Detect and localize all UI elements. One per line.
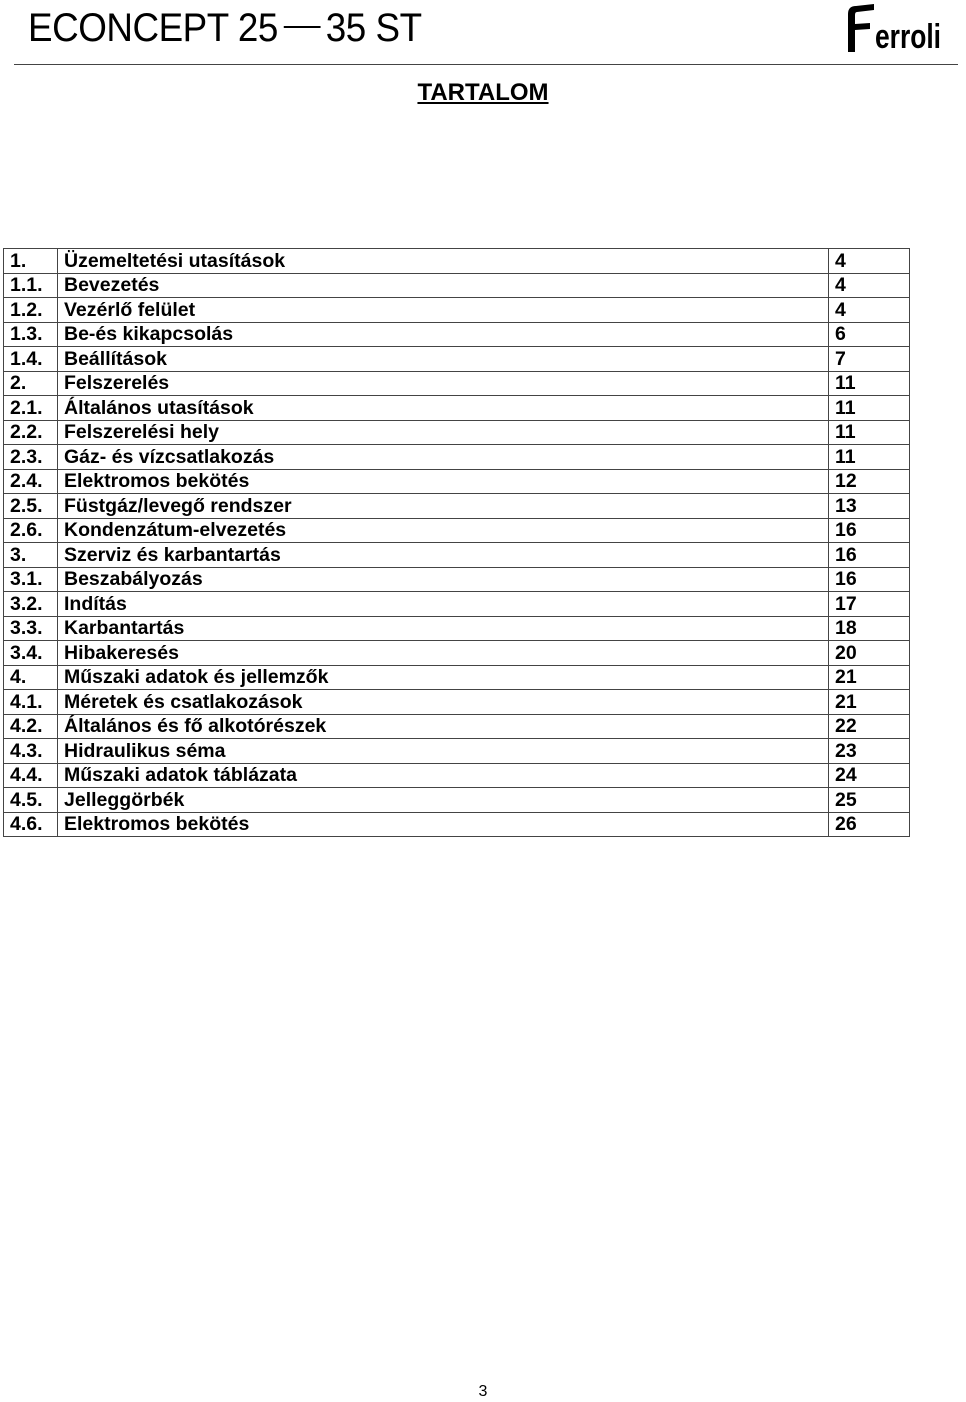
toc-section-title: Jelleggörbék: [58, 788, 829, 813]
toc-page-number: 11: [829, 445, 910, 470]
toc-row: [4, 543, 910, 568]
header-rule: [14, 64, 958, 65]
toc-row: [4, 347, 910, 372]
toc-section-title: Hidraulikus séma: [58, 739, 829, 764]
toc-page-number: 11: [829, 371, 910, 396]
toc-page-number: 22: [829, 714, 910, 739]
toc-section-number: 1.3.: [4, 322, 58, 347]
toc-section-title: Szerviz és karbantartás: [58, 543, 829, 568]
toc-row: [4, 273, 910, 298]
toc-row: [4, 763, 910, 788]
toc-page-number: 26: [829, 812, 910, 837]
toc-section-number: 2.5.: [4, 494, 58, 519]
toc-section-number: 2.: [4, 371, 58, 396]
toc-row: [4, 420, 910, 445]
toc-page-number: 6: [829, 322, 910, 347]
toc-section-title: Műszaki adatok és jellemzők: [58, 665, 829, 690]
toc-row: [4, 739, 910, 764]
toc-section-title: Méretek és csatlakozások: [58, 690, 829, 715]
toc-page-number: 25: [829, 788, 910, 813]
toc-page-number: 4: [829, 249, 910, 274]
toc-section-number: 1.: [4, 249, 58, 274]
toc-row: [4, 249, 910, 274]
toc-page-number: 16: [829, 567, 910, 592]
toc-section-number: 1.1.: [4, 273, 58, 298]
toc-section-title: Általános utasítások: [58, 396, 829, 421]
page-title: TARTALOM: [417, 79, 549, 106]
toc-page-number: 18: [829, 616, 910, 641]
page-header: [0, 0, 960, 66]
toc-section-number: 1.4.: [4, 347, 58, 372]
toc-section-title: Karbantartás: [58, 616, 829, 641]
toc-section-number: 3.3.: [4, 616, 58, 641]
toc-section-number: 2.2.: [4, 420, 58, 445]
toc-section-number: 3.4.: [4, 641, 58, 666]
toc-section-title: Füstgáz/levegő rendszer: [58, 494, 829, 519]
toc-section-number: 4.5.: [4, 788, 58, 813]
toc-page-number: 16: [829, 518, 910, 543]
toc-section-title: Üzemeltetési utasítások: [58, 249, 829, 274]
toc-section-number: 1.2.: [4, 298, 58, 323]
toc-section-number: 2.1.: [4, 396, 58, 421]
toc-section-title: Általános és fő alkotórészek: [58, 714, 829, 739]
toc-page-number: 7: [829, 347, 910, 372]
toc-page-number: 24: [829, 763, 910, 788]
toc-page-number: 12: [829, 469, 910, 494]
toc-section-number: 2.4.: [4, 469, 58, 494]
toc-section-title: Felszerelés: [58, 371, 829, 396]
toc-page-number: 17: [829, 592, 910, 617]
toc-row: [4, 714, 910, 739]
toc-section-title: Indítás: [58, 592, 829, 617]
toc-section-title: Beszabályozás: [58, 567, 829, 592]
toc-section-title: Elektromos bekötés: [58, 469, 829, 494]
toc-body: [4, 249, 910, 837]
toc-row: [4, 371, 910, 396]
product-title-part2: 35 ST: [325, 6, 422, 50]
toc-section-title: Be-és kikapcsolás: [58, 322, 829, 347]
toc-section-title: Bevezetés: [58, 273, 829, 298]
toc-page-number: 11: [829, 420, 910, 445]
toc-row: [4, 445, 910, 470]
toc-row: [4, 690, 910, 715]
toc-page-number: 11: [829, 396, 910, 421]
toc-section-number: 4.3.: [4, 739, 58, 764]
toc-row: [4, 322, 910, 347]
toc-row: [4, 616, 910, 641]
toc-table: [3, 248, 910, 837]
toc-section-title: Beállítások: [58, 347, 829, 372]
toc-section-title: Felszerelési hely: [58, 420, 829, 445]
toc-section-number: 4.: [4, 665, 58, 690]
toc-page-number: 21: [829, 690, 910, 715]
product-title-dash: [283, 26, 320, 28]
toc-page-number: 23: [829, 739, 910, 764]
toc-section-title: Hibakeresés: [58, 641, 829, 666]
toc-section-number: 4.4.: [4, 763, 58, 788]
toc-page-number: 4: [829, 298, 910, 323]
toc-section-title: Kondenzátum-elvezetés: [58, 518, 829, 543]
toc-row: [4, 298, 910, 323]
toc-section-number: 2.6.: [4, 518, 58, 543]
toc-section-title: Vezérlő felület: [58, 298, 829, 323]
toc-page-number: 16: [829, 543, 910, 568]
toc-section-number: 4.1.: [4, 690, 58, 715]
ferroli-logo-icon: [844, 2, 944, 54]
toc-page-number: 21: [829, 665, 910, 690]
toc-row: [4, 469, 910, 494]
toc-section-number: 3.1.: [4, 567, 58, 592]
product-title-part1: ECONCEPT 25: [28, 6, 278, 50]
toc-section-number: 3.: [4, 543, 58, 568]
toc-section-title: Elektromos bekötés: [58, 812, 829, 837]
toc-section-title: Gáz- és vízcsatlakozás: [58, 445, 829, 470]
toc-row: [4, 396, 910, 421]
toc-row: [4, 641, 910, 666]
toc-row: [4, 788, 910, 813]
toc-page-number: 20: [829, 641, 910, 666]
toc-row: [4, 567, 910, 592]
toc-page-number: 13: [829, 494, 910, 519]
page-number: 3: [478, 1383, 488, 1400]
product-title: [28, 6, 422, 50]
toc-section-number: 2.3.: [4, 445, 58, 470]
toc-row: [4, 592, 910, 617]
toc-row: [4, 665, 910, 690]
toc-section-number: 3.2.: [4, 592, 58, 617]
toc-row: [4, 494, 910, 519]
toc-section-number: 4.2.: [4, 714, 58, 739]
toc-section-title: Műszaki adatok táblázata: [58, 763, 829, 788]
toc-row: [4, 812, 910, 837]
svg-text:erroli: erroli: [875, 18, 941, 56]
toc-row: [4, 518, 910, 543]
toc-section-number: 4.6.: [4, 812, 58, 837]
toc-page-number: 4: [829, 273, 910, 298]
